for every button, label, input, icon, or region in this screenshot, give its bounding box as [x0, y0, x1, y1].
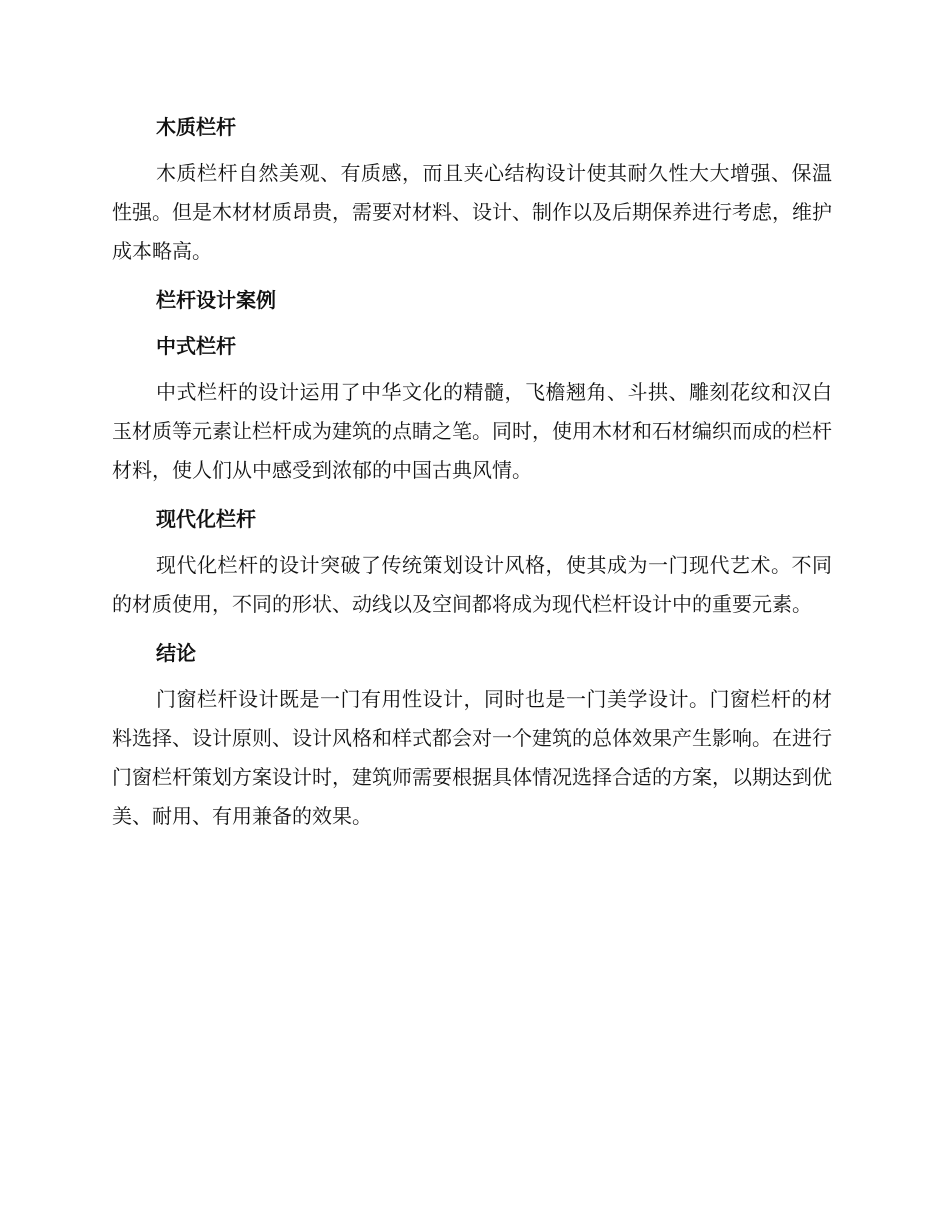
- section-paragraph-wood-railing: 木质栏杆自然美观、有质感，而且夹心结构设计使其耐久性大大增强、保温性强。但是木材材质昂贵，需要对材料、设计、制作以及后期保养进行考虑，维护成本略高。: [112, 161, 832, 263]
- section-heading-conclusion: 结论: [156, 641, 196, 665]
- section-heading-chinese-railing: 中式栏杆: [156, 334, 236, 358]
- section-paragraph-chinese-railing: 中式栏杆的设计运用了中华文化的精髓，飞檐翘角、斗拱、雕刻花纹和汉白玉材质等元素让栏杆成为建筑的点睛之笔。同时，使用木材和石材编织而成的栏杆材料，使人们从中感受到浓郁的中国古典风情。: [112, 380, 832, 482]
- section-heading-design-cases: 栏杆设计案例: [156, 288, 276, 312]
- document-page: [112, 108, 832, 846]
- section-heading-modern-railing: 现代化栏杆: [156, 507, 256, 531]
- section-heading-wood-railing: 木质栏杆: [156, 115, 236, 139]
- section-paragraph-modern-railing: 现代化栏杆的设计突破了传统策划设计风格，使其成为一门现代艺术。不同的材质使用，不同的形状、动线以及空间都将成为现代栏杆设计中的重要元素。: [112, 553, 832, 616]
- section-paragraph-conclusion: 门窗栏杆设计既是一门有用性设计，同时也是一门美学设计。门窗栏杆的材料选择、设计原则、设计风格和样式都会对一个建筑的总体效果产生影响。在进行门窗栏杆策划方案设计时，建筑师需要根据具体情况选择合适的方案，以期达到优美、耐用、有用兼备的效果。: [112, 687, 832, 828]
